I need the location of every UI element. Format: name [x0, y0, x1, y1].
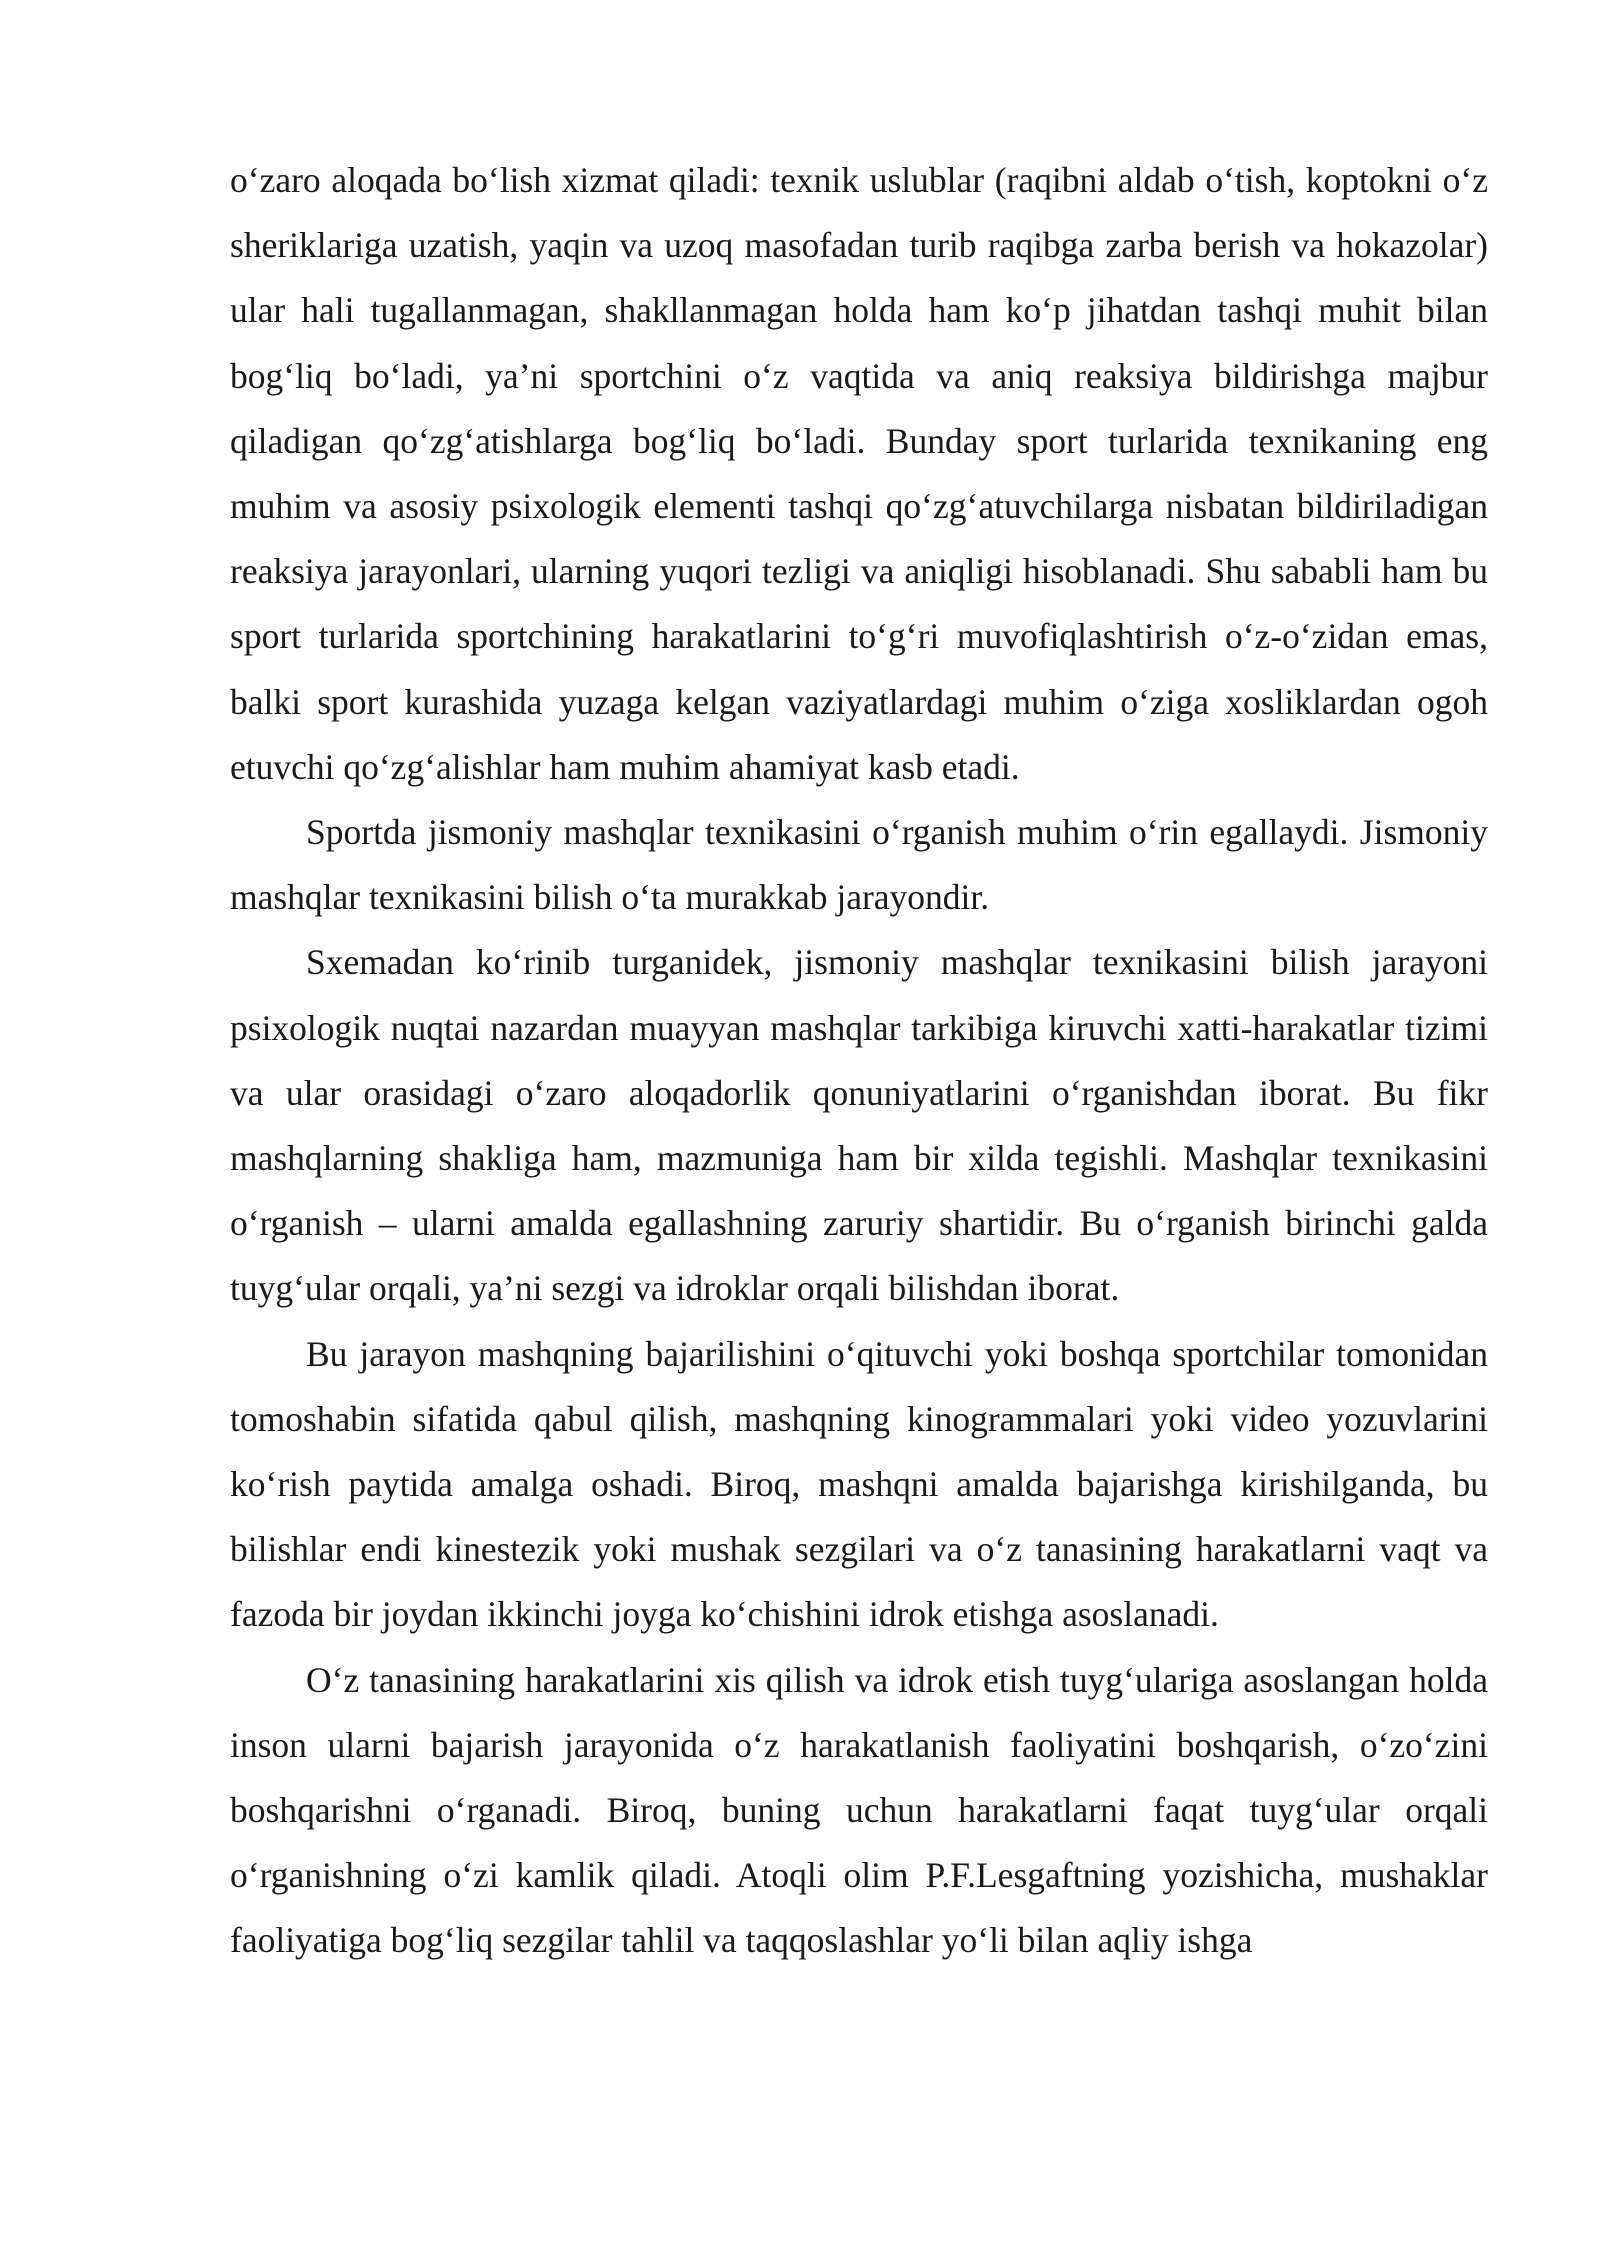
paragraph-continuation: o‘zaro aloqada bo‘lish xizmat qiladi: texnik uslublar (raqibni aldab o‘tish, koptokni o‘z sheriklariga uzatish, yaqin va uzoq masofadan turib raqibga zarba berish va hokazolar) ular hali tugallanmagan, shakllanmagan holda ham ko‘p jihatdan tashqi muhit bilan bog‘liq bo‘ladi, ya’ni sportchini o‘z vaqtida va aniq reaksiya bildirishga majbur qiladigan qo‘zg‘atishlarga bog‘liq bo‘ladi. Bunday sport turlarida texnikaning eng muhim va asosiy psixologik elementi tashqi qo‘zg‘atuvchilarga nisbatan bildiriladigan reaksiya jarayonlari, ularning yuqori tezligi va aniqligi hisoblanadi. Shu sababli ham bu sport turlarida sportchining harakatlarini to‘g‘ri muvofiqlashtirish o‘z-o‘zidan emas, balki sport kurashida yuzaga kelgan vaziyatlardagi muhim o‘ziga xosliklardan ogoh etuvchi qo‘zg‘alishlar ham muhim ahamiyat kasb etadi. [230, 160, 1488, 787]
paragraph-process: Bu jarayon mashqning bajarilishini o‘qituvchi yoki boshqa sportchilar tomonidan tomoshabin sifatida qabul qilish, mashqning kinogrammalari yoki video yozuvlarini ko‘rish paytida amalga oshadi. Biroq, mashqni amalda bajarishga kirishilganda, bu bilishlar endi kinestezik yoki mushak sezgilari va o‘z tanasining harakatlarni vaqt va fazoda bir joydan ikkinchi joyga ko‘chishini idrok etishga asoslanadi. [230, 1333, 1488, 1635]
paragraph-self-perception: O‘z tanasining harakatlarini xis qilish va idrok etish tuyg‘ulariga asoslangan holda inson ularni bajarish jarayonida o‘z harakatlanish faoliyatini boshqarish, o‘zo‘zini boshqarishni o‘rganadi. Biroq, buning uchun harakatlarni faqat tuyg‘ular orqali o‘rganishning o‘zi kamlik qiladi. Atoqli olim P.F.Lesgaftning yozishicha, mushaklar faoliyatiga bog‘liq sezgilar tahlil va taqqoslashlar yo‘li bilan aqliy ishga [230, 1659, 1488, 1961]
paragraph-technique-study: Sportda jismoniy mashqlar texnikasini o‘rganish muhim o‘rin egallaydi. Jismoniy mashqlar texnikasini bilish o‘ta murakkab jarayondir. [230, 812, 1488, 918]
paragraph-scheme: Sxemadan ko‘rinib turganidek, jismoniy mashqlar texnikasini bilish jarayoni psixologik nuqtai nazardan muayyan mashqlar tarkibiga kiruvchi xatti-harakatlar tizimi va ular orasidagi o‘zaro aloqadorlik qonuniyatlarini o‘rganishdan iborat. Bu fikr mashqlarning shakliga ham, mazmuniga ham bir xilda tegishli. Mashqlar texnikasini o‘rganish – ularni amalda egallashning zaruriy shartidir. Bu o‘rganish birinchi galda tuyg‘ular orqali, ya’ni sezgi va idroklar orqali bilishdan iborat. [230, 942, 1488, 1309]
document-body [230, 148, 1488, 1974]
